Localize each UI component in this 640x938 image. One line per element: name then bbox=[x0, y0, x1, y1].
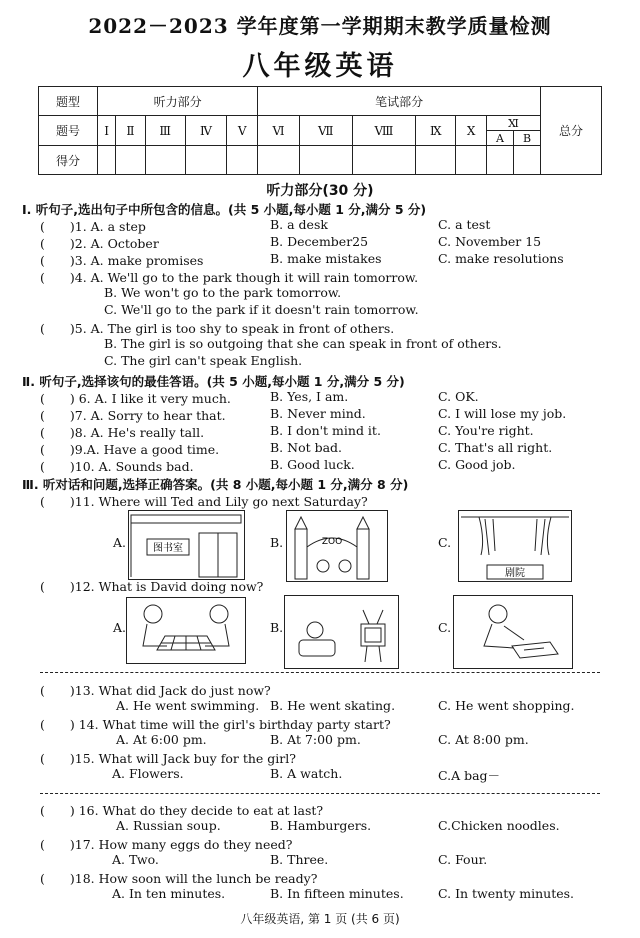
q8-c: C. You're right. bbox=[438, 423, 534, 438]
score-cell[interactable] bbox=[416, 146, 456, 175]
score-cell[interactable] bbox=[98, 146, 116, 175]
q14-question: ( ) 14. What time will the girl's birthday party start? bbox=[40, 717, 391, 732]
q14-b: B. At 7:00 pm. bbox=[270, 732, 361, 747]
chess-picture bbox=[126, 597, 246, 664]
theater-picture bbox=[458, 510, 572, 582]
numeral-1: Ⅰ bbox=[98, 116, 116, 146]
row-label-type: 题型 bbox=[39, 87, 98, 116]
sub-b: B bbox=[514, 131, 541, 146]
tv-picture bbox=[284, 595, 399, 669]
library-picture bbox=[128, 510, 245, 580]
part1-heading: Ⅰ. 听句子,选出句子中所包含的信息。(共 5 小题,每小题 1 分,满分 5 分) bbox=[22, 202, 427, 217]
q3-a: ( )3. A. make promises bbox=[40, 253, 204, 268]
numeral-11: Ⅺ bbox=[487, 116, 541, 131]
q14-c: C. At 8:00 pm. bbox=[438, 732, 529, 747]
numeral-4: Ⅳ bbox=[185, 116, 227, 146]
q16-question: ( ) 16. What do they decide to eat at last? bbox=[40, 803, 324, 818]
score-cell[interactable] bbox=[185, 146, 227, 175]
q12-label-c: C. bbox=[438, 620, 452, 635]
numeral-8: Ⅷ bbox=[352, 116, 416, 146]
score-cell[interactable] bbox=[116, 146, 145, 175]
q3-c: C. make resolutions bbox=[438, 251, 564, 266]
q15-c: C.A bag－ bbox=[438, 768, 501, 783]
divider bbox=[40, 672, 600, 673]
score-cell[interactable] bbox=[227, 146, 258, 175]
q16-c: C.Chicken noodles. bbox=[438, 818, 560, 833]
q8-b: B. I don't mind it. bbox=[270, 423, 381, 438]
exam-subtitle: 八年级英语 bbox=[242, 51, 398, 82]
score-cell[interactable] bbox=[258, 146, 300, 175]
q2-c: C. November 15 bbox=[438, 234, 542, 249]
q4-a: ( )4. A. We'll go to the park though it will rain tomorrow. bbox=[40, 270, 419, 285]
q13-question: ( )13. What did Jack do just now? bbox=[40, 683, 271, 698]
q18-b: B. In fifteen minutes. bbox=[270, 886, 404, 901]
q15-question: ( )15. What will Jack buy for the girl? bbox=[40, 751, 296, 766]
listening-section-title: 听力部分(30 分) bbox=[266, 183, 374, 199]
q8-a: ( )8. A. He's really tall. bbox=[40, 425, 205, 440]
q9-a: ( )9.A. Have a good time. bbox=[40, 442, 220, 457]
score-cell[interactable] bbox=[456, 146, 487, 175]
q4-b: B. We won't go to the park tomorrow. bbox=[104, 285, 342, 300]
q13-b: B. He went skating. bbox=[270, 698, 396, 713]
q11-question: ( )11. Where will Ted and Lily go next Saturday? bbox=[40, 494, 368, 509]
q17-b: B. Three. bbox=[270, 852, 329, 867]
score-cell[interactable] bbox=[145, 146, 185, 175]
q1-c: C. a test bbox=[438, 217, 491, 232]
q5-a: ( )5. A. The girl is too shy to speak in front of others. bbox=[40, 321, 395, 336]
score-cell[interactable] bbox=[487, 146, 514, 175]
numeral-7: Ⅶ bbox=[299, 116, 352, 146]
theater-sign: 剧院 bbox=[505, 568, 525, 579]
q3-b: B. make mistakes bbox=[270, 251, 382, 266]
exam-title: 2022－2023 学年度第一学期期末教学质量检测 bbox=[88, 14, 552, 38]
numeral-2: Ⅱ bbox=[116, 116, 145, 146]
score-cell[interactable] bbox=[514, 146, 541, 175]
q2-a: ( )2. A. October bbox=[40, 236, 159, 251]
q14-a: A. At 6:00 pm. bbox=[116, 732, 207, 747]
q13-c: C. He went shopping. bbox=[438, 698, 575, 713]
zoo-gate-icon bbox=[287, 511, 387, 581]
row-label-score: 得分 bbox=[39, 146, 98, 175]
q10-a: ( )10. A. Sounds bad. bbox=[40, 459, 194, 474]
library-sign: 图书室 bbox=[153, 543, 183, 554]
q15-b: B. A watch. bbox=[270, 766, 343, 781]
watching-tv-icon bbox=[285, 596, 398, 668]
q15-a: A. Flowers. bbox=[112, 766, 184, 781]
theater-stage-icon bbox=[459, 511, 571, 581]
q13-a: A. He went swimming. bbox=[116, 698, 260, 713]
row-label-number: 题号 bbox=[39, 116, 98, 146]
q10-c: C. Good job. bbox=[438, 457, 516, 472]
playing-chess-icon bbox=[127, 598, 245, 663]
zoo-sign: ZOO bbox=[321, 537, 343, 547]
q16-a: A. Russian soup. bbox=[116, 818, 221, 833]
q18-c: C. In twenty minutes. bbox=[438, 886, 575, 901]
q11-label-a: A. bbox=[113, 535, 127, 550]
drawing-picture bbox=[453, 595, 573, 669]
part2-heading: Ⅱ. 听句子,选择该句的最佳答语。(共 5 小题,每小题 1 分,满分 5 分) bbox=[22, 374, 405, 389]
q7-c: C. I will lose my job. bbox=[438, 406, 567, 421]
listening-header: 听力部分 bbox=[98, 87, 258, 116]
q11-label-c: C. bbox=[438, 535, 452, 550]
part3-heading: Ⅲ. 听对话和问题,选择正确答案。(共 8 小题,每小题 1 分,满分 8 分) bbox=[22, 477, 409, 492]
q5-b: B. The girl is so outgoing that she can speak in front of others. bbox=[104, 336, 502, 351]
total-header: 总分 bbox=[541, 87, 602, 175]
score-cell[interactable] bbox=[352, 146, 416, 175]
written-header: 笔试部分 bbox=[258, 87, 541, 116]
q6-a: ( ) 6. A. I like it very much. bbox=[40, 391, 231, 406]
library-icon bbox=[129, 511, 244, 579]
page-footer: 八年级英语, 第 1 页 (共 6 页) bbox=[240, 912, 400, 926]
score-table bbox=[38, 86, 602, 175]
q18-a: A. In ten minutes. bbox=[112, 886, 226, 901]
drawing-icon bbox=[454, 596, 572, 668]
numeral-10: Ⅹ bbox=[456, 116, 487, 146]
q4-c: C. We'll go to the park if it doesn't rain tomorrow. bbox=[104, 302, 419, 317]
q5-c: C. The girl can't speak English. bbox=[104, 353, 303, 368]
q7-a: ( )7. A. Sorry to hear that. bbox=[40, 408, 226, 423]
q1-b: B. a desk bbox=[270, 217, 328, 232]
q12-question: ( )12. What is David doing now? bbox=[40, 579, 264, 594]
q16-b: B. Hamburgers. bbox=[270, 818, 372, 833]
q2-b: B. December25 bbox=[270, 234, 369, 249]
q6-b: B. Yes, I am. bbox=[270, 389, 349, 404]
q17-c: C. Four. bbox=[438, 852, 488, 867]
numeral-6: Ⅵ bbox=[258, 116, 300, 146]
q17-a: A. Two. bbox=[112, 852, 159, 867]
zoo-picture bbox=[286, 510, 388, 582]
q12-label-b: B. bbox=[270, 620, 284, 635]
sub-a: A bbox=[487, 131, 514, 146]
numeral-5: Ⅴ bbox=[227, 116, 258, 146]
q12-label-a: A. bbox=[113, 620, 127, 635]
q6-c: C. OK. bbox=[438, 389, 479, 404]
divider bbox=[40, 793, 600, 794]
q18-question: ( )18. How soon will the lunch be ready? bbox=[40, 871, 318, 886]
q9-c: C. That's all right. bbox=[438, 440, 553, 455]
q11-label-b: B. bbox=[270, 535, 284, 550]
score-cell[interactable] bbox=[299, 146, 352, 175]
q1-a: ( )1. A. a step bbox=[40, 219, 146, 234]
q9-b: B. Not bad. bbox=[270, 440, 343, 455]
numeral-9: Ⅸ bbox=[416, 116, 456, 146]
q17-question: ( )17. How many eggs do they need? bbox=[40, 837, 293, 852]
q10-b: B. Good luck. bbox=[270, 457, 355, 472]
q7-b: B. Never mind. bbox=[270, 406, 366, 421]
numeral-3: Ⅲ bbox=[145, 116, 185, 146]
